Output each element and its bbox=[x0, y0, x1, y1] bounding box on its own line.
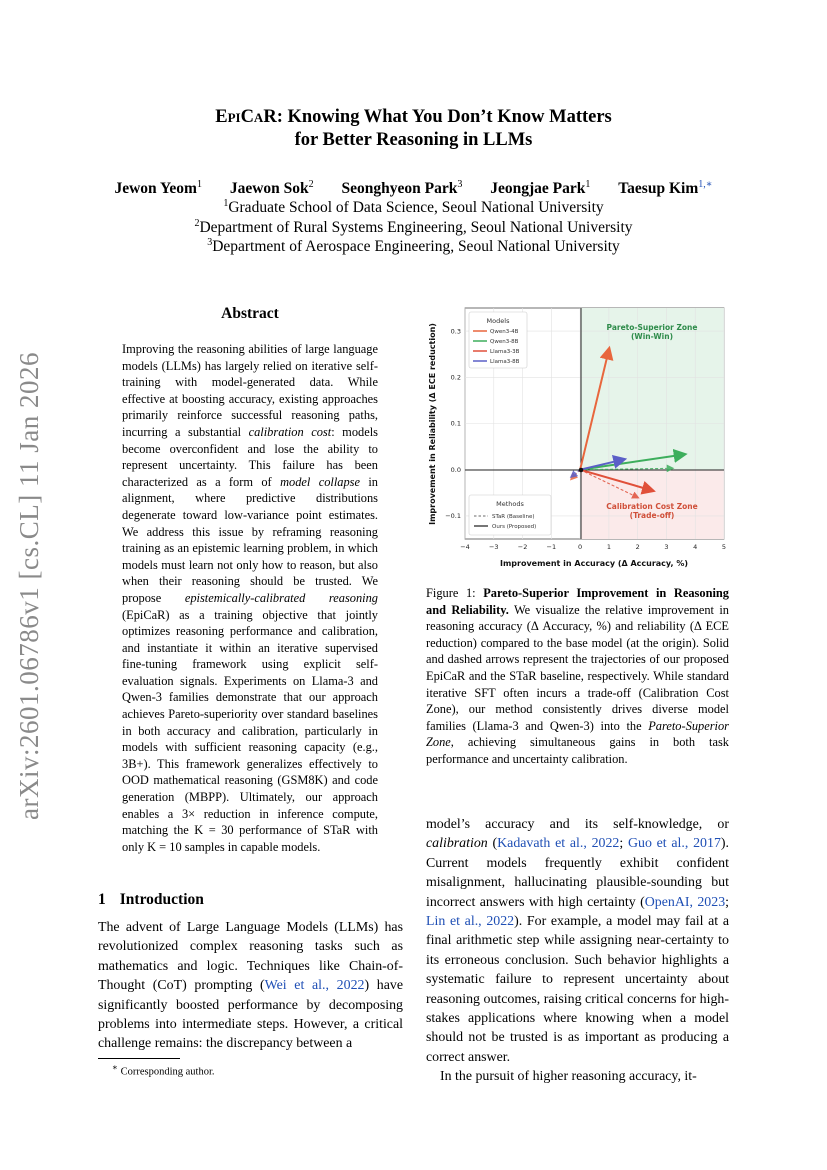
legend-series: Qwen3-4B bbox=[490, 329, 519, 335]
x-tick-label: −2 bbox=[517, 543, 528, 551]
x-tick-label: −3 bbox=[488, 543, 499, 551]
intro-paragraph-left: The advent of Large Language Models (LLMs) has revolutionized complex reasoning tasks such as mathematics and logic. Techniques like Chain-of-Thought (CoT) prompting (Wei et al., 2022) have significantly boosted performance by decomposing problems into intermediate steps. However, a critical challenge remains: the discrepancy between a bbox=[98, 920, 404, 1052]
affiliation: $^1$Graduate School of Data Science, Seoul National University bbox=[223, 198, 604, 217]
footnote-rule bbox=[98, 1058, 180, 1059]
author: Jaewon Sok$^2$ bbox=[229, 179, 314, 198]
citation-link[interactable]: Lin et al., 2022 bbox=[426, 914, 515, 930]
x-tick-label: 0 bbox=[578, 543, 583, 551]
pareto-zone-sublabel: (Win-Win) bbox=[631, 332, 673, 341]
figure-caption: Figure 1: Pareto-Superior Improvement in Reasoning and Reliability. We visualize the relative improvement in reasoning accuracy (Δ Accuracy, %) and reliability (Δ ECE reduction) compared to the base model (at the origin). Solid and dashed arrows represent the trajectories of our proposed EpiCaR and the STaR baseline, respectively. While standard iterative SFT often incurs a trade-off (Calibration Cost Zone), our method consistently drives diverse model families (Llama-3 and Qwen-3) into the Pareto-Superior Zone, achieving simultaneous gains in both task performance and uncertainty calibration. bbox=[426, 586, 730, 766]
x-tick-label: 4 bbox=[693, 543, 698, 551]
paper-title bbox=[0, 106, 827, 152]
y-tick-label: 0.2 bbox=[450, 373, 461, 382]
y-axis-label: Improvement in Reliability (Δ ECE reduction) bbox=[428, 323, 437, 525]
legend-methods bbox=[469, 495, 551, 535]
x-axis-label: Improvement in Accuracy (Δ Accuracy, %) bbox=[499, 559, 689, 568]
title-line2: for Better Reasoning in LLMs bbox=[294, 130, 533, 150]
y-tick-label: 0.0 bbox=[450, 465, 461, 474]
x-tick-label: 1 bbox=[606, 543, 611, 551]
cost-zone-sublabel: (Trade-off) bbox=[629, 511, 675, 520]
legend-models bbox=[469, 312, 527, 368]
svg-text:Models: Models bbox=[486, 317, 510, 325]
author-list bbox=[0, 179, 827, 198]
abstract-heading: Abstract bbox=[221, 305, 279, 322]
x-tick-label: −4 bbox=[460, 543, 470, 551]
intro-paragraph-right: model’s accuracy and its self-knowledge, or calibration (Kadavath et al., 2022; Guo et al., 2017). Current models frequently exhibit confident misalignment, hallucinating plausible-sounding but incorrect answers with high certainty (OpenAI, 2023; Lin et al., 2022). For example, a model may fail at a final arithmetic step while assigning near-certainty to its erroneous conclusion. Such behavior highlights a systematic failure to represent uncertainty about reasoning outcomes, raising critical concerns for high-stakes applications where knowing when a model should not be trusted is as important as producing a correct answer. In the pursuit of higher reasoning accuracy, it- bbox=[426, 817, 730, 1085]
pareto-chart bbox=[426, 300, 729, 572]
y-tick-label: −0.1 bbox=[445, 512, 461, 521]
author: Seonghyeon Park$^3$ bbox=[341, 179, 463, 198]
citation-link[interactable]: Guo et al., 2017 bbox=[627, 836, 721, 852]
origin-point bbox=[579, 468, 584, 473]
x-tick-label: −1 bbox=[546, 543, 557, 551]
citation-link[interactable]: Kadavath et al., 2022 bbox=[497, 836, 620, 852]
title-line1: : Knowing What You Don’t Know Matters bbox=[276, 107, 612, 127]
x-tick-label: 3 bbox=[664, 543, 669, 551]
x-tick-label: 5 bbox=[721, 543, 727, 551]
legend-method: STaR (Baseline) bbox=[492, 514, 535, 520]
abstract-body: Improving the reasoning abilities of large language models (LLMs) has largely relied on iterative self-training with model-generated data. While effective at boosting accuracy, existing approaches primarily reinforce successful reasoning paths, incurring a substantial calibration cost: models become overconfident and lose the ability to represent uncertainty. This failure has been characterized as a form of model collapse in alignment, where predictive distributions degenerate toward low-variance point estimates. We address this issue by reframing reasoning training as an epistemic learning problem, in which models must learn not only how to reason, but also when their reasoning should be trusted. We propose epistemically-calibrated reasoning (EpiCaR) as a training objective that jointly optimizes reasoning performance and calibration, and instantiate it within an iterative supervised fine-tuning framework using explicit self-evaluation signals. Experiments on Llama-3 and Qwen-3 families demonstrate that our approach achieves Pareto-superiority over standard baselines in both accuracy and calibration, particularly in models with sufficient reasoning capacity (e.g., 3B+). This framework generalizes effectively to OOD mathematical reasoning (GSM8K) and code generation (MBPP). Ultimately, our approach enables a 3× reduction in inference compute, matching the K = 30 performance of STaR with only K = 10 samples in capable models. bbox=[122, 342, 378, 854]
svg-text:Methods: Methods bbox=[496, 500, 524, 508]
figure-1 bbox=[426, 300, 729, 577]
legend-series: Qwen3-8B bbox=[490, 339, 519, 345]
y-tick-label: 0.1 bbox=[450, 419, 461, 428]
author: Jeongjae Park$^1$ bbox=[490, 179, 591, 198]
legend-series: Llama3-8B bbox=[490, 359, 520, 365]
arxiv-stamp: arXiv:2601.06786v1 [cs.CL] 11 Jan 2026 bbox=[14, 352, 44, 820]
section-heading: 1 Introduction bbox=[98, 891, 204, 908]
pareto-zone-label: Pareto-Superior Zone bbox=[606, 323, 698, 332]
citation-link[interactable]: OpenAI, 2023 bbox=[644, 894, 726, 910]
affiliation: $^3$Department of Aerospace Engineering, Seoul National University bbox=[207, 237, 620, 256]
x-tick-label: 2 bbox=[635, 543, 640, 551]
author: Jewon Yeom$^1$ bbox=[114, 179, 202, 198]
affiliation: $^2$Department of Rural Systems Engineering, Seoul National University bbox=[194, 218, 633, 237]
footnote: ∗ Corresponding author. bbox=[112, 1062, 215, 1078]
legend-series: Llama3-3B bbox=[490, 349, 520, 355]
cost-zone-label: Calibration Cost Zone bbox=[606, 502, 698, 511]
citation-link[interactable]: Wei et al., 2022 bbox=[264, 978, 365, 994]
title-method-name: EpiCaR bbox=[215, 107, 277, 127]
author: Taesup Kim$^{1,∗}$ bbox=[618, 179, 713, 198]
legend-method: Ours (Proposed) bbox=[492, 524, 537, 530]
y-tick-label: 0.3 bbox=[450, 327, 461, 336]
